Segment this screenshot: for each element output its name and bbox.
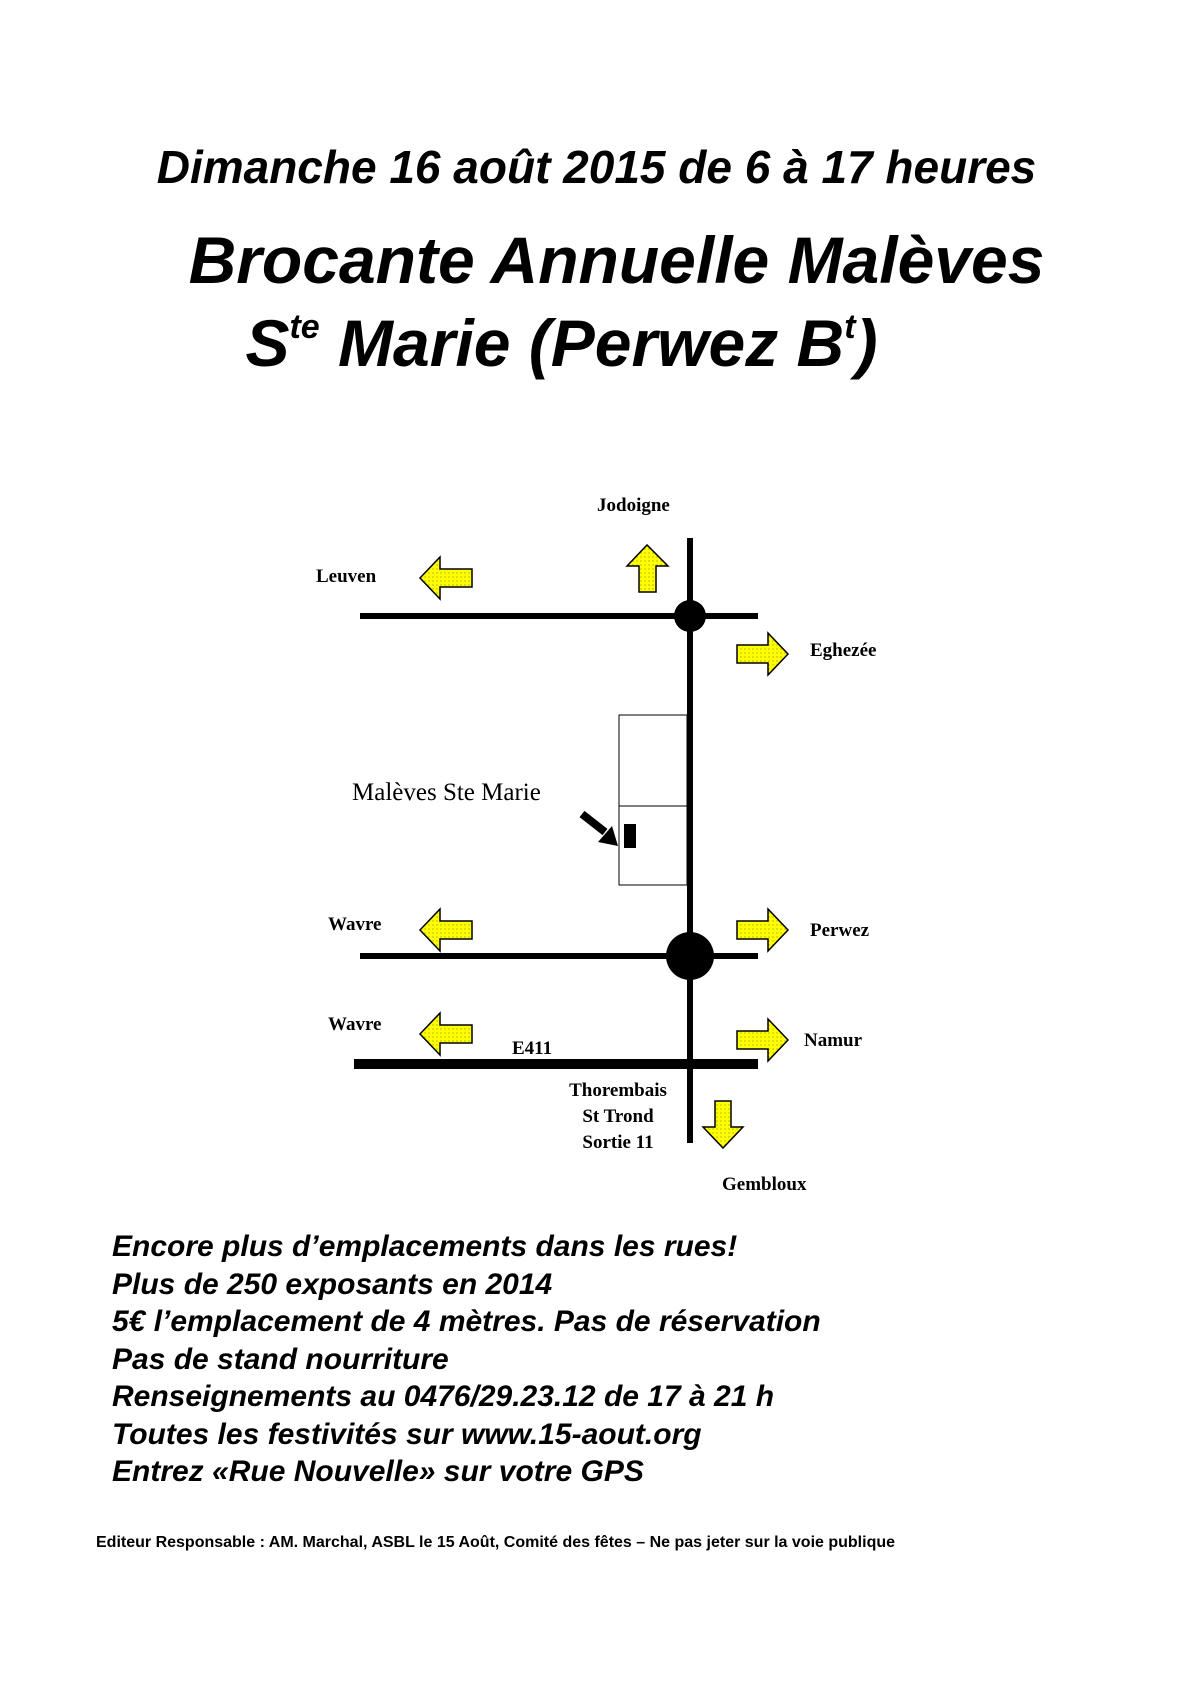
info-line: Pas de stand nourriture xyxy=(112,1342,449,1376)
access-map xyxy=(0,470,1193,1200)
footer-publisher: Editeur Responsable : AM. Marchal, ASBL le 15 Août, Comité des fêtes – Ne pas jeter sur la voie publique xyxy=(96,1534,896,1551)
info-line: Encore plus d’emplacements dans les rues! xyxy=(112,1230,738,1263)
info-line: Toutes les festivités sur www.15-aout.org xyxy=(112,1417,702,1451)
arrow-down-gembloux xyxy=(703,1101,743,1148)
village-pointer xyxy=(582,814,605,832)
label-jodoigne: Jodoigne xyxy=(597,495,670,516)
label-namur: Namur xyxy=(804,1030,863,1051)
info-list xyxy=(112,1228,821,1491)
event-location-title xyxy=(0,305,1158,381)
label-e411: E411 xyxy=(512,1038,553,1059)
arrow-left-wavre-1 xyxy=(420,909,472,951)
label-exit-line1: Thorembais xyxy=(569,1080,667,1101)
label-exit-line2: St Trond xyxy=(582,1106,654,1127)
info-line: Plus de 250 exposants en 2014 xyxy=(112,1267,553,1301)
title-end: ) xyxy=(855,306,878,380)
arrow-up-jodoigne xyxy=(627,545,668,592)
label-perwez: Perwez xyxy=(810,920,870,941)
label-exit-line3: Sortie 11 xyxy=(582,1132,654,1153)
date-line: Dimanche 16 août 2015 de 6 à 17 heures xyxy=(156,141,1037,193)
junction-top xyxy=(674,600,706,632)
junction-perwez xyxy=(666,932,714,980)
arrow-left-wavre-2 xyxy=(420,1013,472,1055)
label-village: Malèves Ste Marie xyxy=(352,779,541,806)
title-sup-te: te xyxy=(289,308,320,346)
label-gembloux: Gembloux xyxy=(722,1174,807,1195)
village-block xyxy=(619,715,687,885)
arrow-right-eghezee-shape xyxy=(737,633,788,675)
info-line: Entrez «Rue Nouvelle» sur votre GPS xyxy=(112,1455,644,1488)
title-s: S xyxy=(245,306,290,380)
info-line: Renseignements au 0476/29.23.12 de 17 à 21 h xyxy=(112,1380,775,1413)
title-marie: Marie (Perwez B xyxy=(319,306,845,380)
info-line: 5€ l’emplacement de 4 mètres. Pas de réservation xyxy=(112,1305,821,1338)
event-title: Brocante Annuelle Malèves xyxy=(188,223,1045,297)
arrow-left-leuven xyxy=(420,557,472,599)
village-marker xyxy=(624,824,636,848)
arrow-right-namur xyxy=(737,1019,788,1061)
arrow-right-perwez xyxy=(737,909,788,951)
label-eghezee: Eghezée xyxy=(810,640,877,661)
label-wavre-2: Wavre xyxy=(328,1014,382,1035)
arrow-right-eghezee xyxy=(718,654,738,675)
label-wavre-1: Wavre xyxy=(328,914,382,935)
title-sup-t: t xyxy=(844,308,856,346)
label-leuven: Leuven xyxy=(316,566,377,587)
